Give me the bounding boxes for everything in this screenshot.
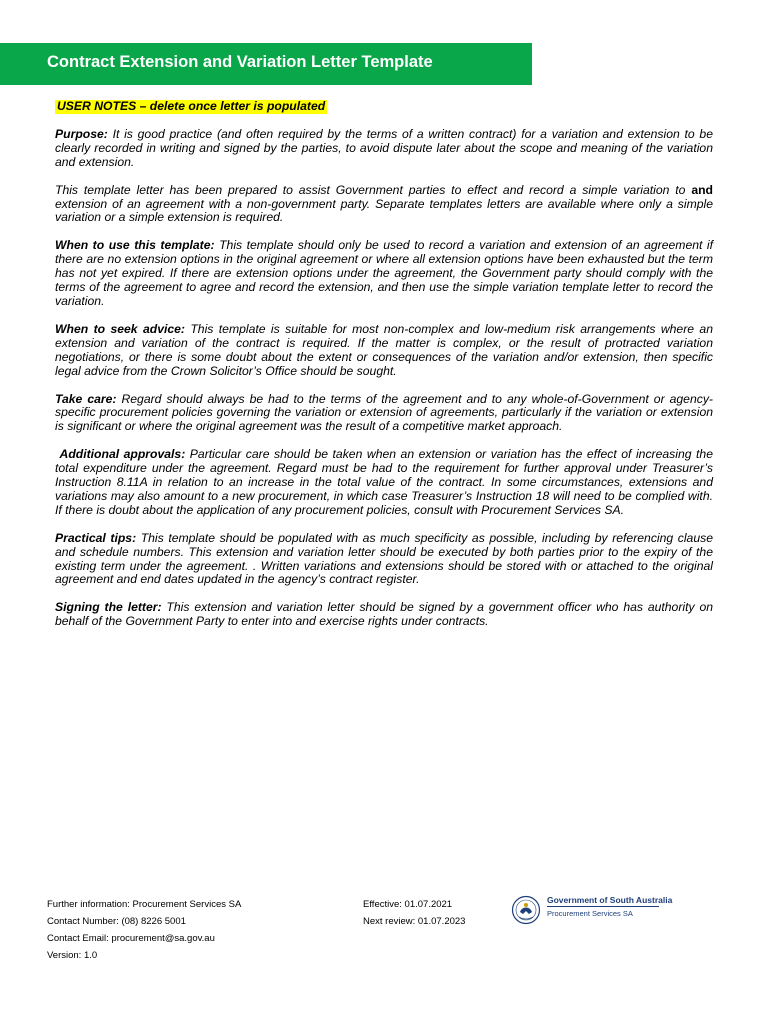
additional-approvals-term: Additional approvals: — [59, 447, 186, 462]
practical-tips-term: Practical tips: — [55, 530, 137, 545]
contact-email-text: Contact Email: procurement@sa.gov.au — [47, 933, 215, 944]
when-to-use-term: When to use this template: — [55, 238, 215, 253]
government-logo — [511, 893, 671, 929]
take-care-text: Regard should always be had to the terms of the agreement and to any whole-of-Government or agency-specific procurement policies governing the variation or extension of agreements, particularly if the variation or extension is significant or where the original agreement was the result of a competitive market approach. — [55, 391, 713, 434]
template-prepared-text-before: This template letter has been prepared to assist Government parties to effect and record a simple variation to — [55, 182, 692, 197]
page-title: Contract Extension and Variation Letter Template — [47, 53, 433, 71]
take-care-term: Take care: — [55, 391, 117, 406]
next-review-text: Next review: 01.07.2023 — [363, 916, 466, 927]
when-to-use-text: This template should only be used to record a variation and extension of an agreement if there are no extension options in the original agreement or where all extension options have been exhausted but the term has not yet expired. If there are extension options under the agreement, the Government party should comply with the terms of the agreement to agree and record the extension, and then use the simple variation template letter to record the variation. — [55, 238, 713, 308]
when-to-seek-advice-text: This template is suitable for most non-complex and low-medium risk arrangements where an extension and variation of the contract is required. If the matter is complex, or the result of protracted variation negotiations, or there is some doubt about the extent or consequences of the variation and/or extension, then specific legal advice from the Crown Solicitor’s Office should be sought. — [55, 321, 713, 378]
template-prepared-text-after: extension of an agreement with a non-government party. Separate templates letters are available where only a simple variation or a simple extension is required. — [55, 196, 713, 225]
contact-number-text: Contact Number: (08) 8226 5001 — [47, 916, 186, 927]
signing-paragraph — [55, 601, 713, 629]
footer-contact-info — [47, 896, 241, 964]
template-prepared-emphasis: and — [691, 182, 713, 197]
version-text: Version: 1.0 — [47, 950, 98, 961]
logo-government-text: Government of South Australia — [547, 895, 673, 905]
logo-procurement-text: Procurement Services SA — [547, 909, 633, 918]
practical-tips-paragraph — [55, 532, 713, 588]
when-to-seek-advice-paragraph — [55, 323, 713, 379]
purpose-paragraph — [55, 128, 713, 170]
user-notes-section — [55, 100, 713, 643]
additional-approvals-paragraph — [55, 448, 713, 518]
logo-divider — [547, 906, 659, 907]
signing-term: Signing the letter: — [55, 600, 162, 615]
when-to-seek-advice-term: When to seek advice: — [55, 321, 185, 336]
purpose-term: Purpose: — [55, 126, 108, 141]
user-notes-heading: USER NOTES – delete once letter is populated — [57, 99, 326, 113]
effective-date-text: Effective: 01.07.2021 — [363, 899, 453, 910]
when-to-use-paragraph — [55, 239, 713, 309]
take-care-paragraph — [55, 393, 713, 435]
further-info-text: Further information: Procurement Services SA — [47, 899, 242, 910]
additional-approvals-text: Particular care should be taken when an extension or variation has the effect of increasing the total expenditure under the agreement. Regard must be had to the requirement for further approval under Treasurer’s Instruction 8.11A in relation to an increase in the total value of the contract. In some circumstances, extensions and variations may also amount to a new procurement, in which case Treasurer’s Instruction 18 will need to be complied with. If there is doubt about the application of any procurement policies, consult with Procurement Services SA. — [55, 447, 713, 517]
signing-text: This extension and variation letter should be signed by a government officer who has authority on behalf of the Government Party to enter into and exercise rights under contracts. — [55, 600, 714, 629]
template-prepared-paragraph — [55, 184, 713, 226]
footer-dates — [363, 896, 465, 930]
header-bar — [0, 43, 532, 85]
practical-tips-text: This template should be populated with as much specificity as possible, including by referencing clause and schedule numbers. This extension and variation letter should be executed by both parties prior to the expiry of the existing term under the agreement. . Written variations and extensions should be stored with or attached to the original agreement and end dates updated in the agency’s contract register. — [55, 530, 713, 587]
purpose-text: It is good practice (and often required by the terms of a written contract) for a variation and extension to be clearly recorded in writing and signed by the parties, to avoid dispute later about the scope and meaning of the variation and extension. — [55, 126, 713, 169]
sa-crest-icon — [511, 895, 541, 925]
